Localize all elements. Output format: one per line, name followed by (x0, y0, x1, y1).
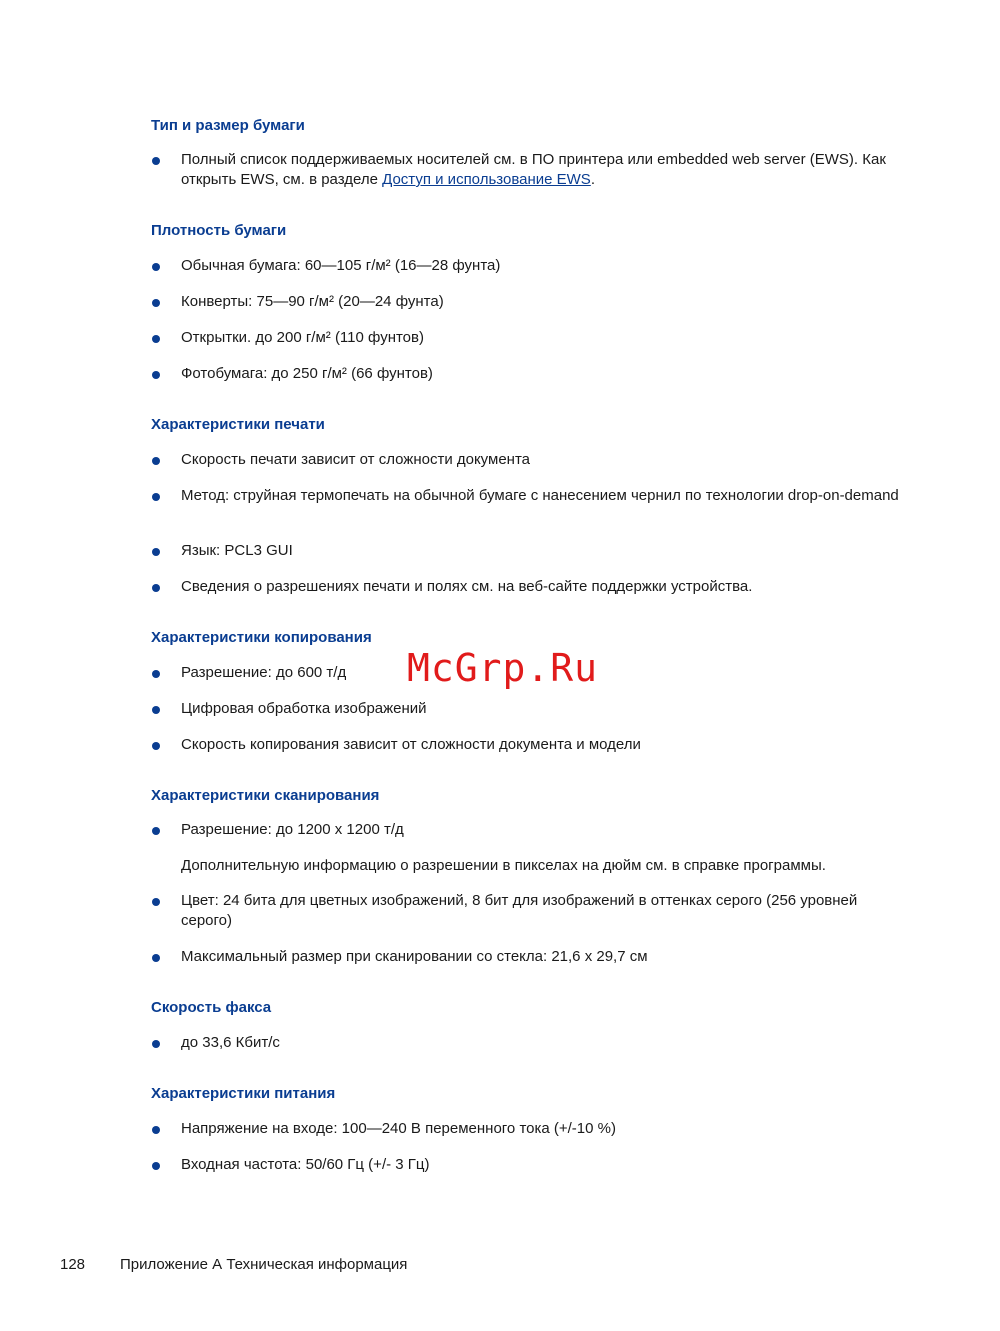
heading-power: Характеристики питания (151, 1085, 336, 1102)
list-item-text: до 33,6 Кбит/с (181, 1034, 280, 1051)
list-item-text: Язык: PCL3 GUI (181, 542, 293, 559)
heading-scan: Характеристики сканирования (151, 787, 380, 804)
list-item-text: Сведения о разрешениях печати и полях см. на веб-сайте поддержки устройства. (181, 578, 753, 595)
bullet-icon (152, 742, 160, 750)
bullet-icon (152, 1040, 160, 1048)
heading-paper-type: Тип и размер бумаги (151, 117, 305, 134)
list-item-text: Обычная бумага: 60—105 г/м² (16—28 фунта) (181, 257, 501, 274)
list-item-text: Цвет: 24 бита для цветных изображений, 8 бит для изображений в оттенках серого (256 уровней серого) (181, 892, 858, 929)
list-item-text-prefix: Полный список поддерживаемых носителей см. в ПО принтера или embedded web server (EWS). Как открыть EWS, см. в разделе (181, 151, 886, 188)
bullet-icon (152, 1162, 160, 1170)
heading-copy: Характеристики копирования (151, 629, 372, 646)
bullet-icon (152, 263, 160, 271)
list-item-text-suffix: . (590, 171, 595, 188)
bullet-icon (152, 299, 160, 307)
list-item-text: Напряжение на входе: 100—240 В переменного тока (+/-10 %) (181, 1120, 616, 1137)
ews-access-link[interactable]: Доступ и использование EWS (382, 171, 591, 188)
bullet-icon (152, 371, 160, 379)
bullet-icon (152, 157, 160, 165)
list-item-text: Цифровая обработка изображений (181, 700, 427, 717)
list-item-text: Фотобумага: до 250 г/м² (66 фунтов) (181, 365, 433, 382)
watermark-logo: McGrp.Ru (407, 646, 599, 690)
bullet-icon (152, 706, 160, 714)
heading-print: Характеристики печати (151, 416, 325, 433)
heading-paper-weight: Плотность бумаги (151, 222, 287, 239)
list-item-text: Открытки. до 200 г/м² (110 фунтов) (181, 329, 424, 346)
list-item-text: Входная частота: 50/60 Гц (+/- 3 Гц) (181, 1156, 430, 1173)
bullet-icon (152, 457, 160, 465)
bullet-icon (152, 670, 160, 678)
bullet-icon (152, 1126, 160, 1134)
list-item-text (181, 150, 911, 190)
bullet-icon (152, 827, 160, 835)
bullet-icon (152, 898, 160, 906)
bullet-icon (152, 335, 160, 343)
footer-chapter-title: Приложение А Техническая информация (120, 1256, 408, 1273)
bullet-icon (152, 954, 160, 962)
heading-fax: Скорость факса (151, 999, 272, 1016)
list-item-text: Скорость копирования зависит от сложности документа и модели (181, 736, 641, 753)
bullet-icon (152, 584, 160, 592)
list-item-text: Разрешение: до 1200 x 1200 т/д (181, 821, 404, 838)
bullet-icon (152, 493, 160, 501)
list-item-text: Скорость печати зависит от сложности документа (181, 451, 530, 468)
page-number: 128 (60, 1256, 86, 1273)
list-item-text: Метод: струйная термопечать на обычной бумаге с нанесением чернил по технологии drop-on-demand (181, 487, 899, 504)
list-item-text: Максимальный размер при сканировании со стекла: 21,6 x 29,7 см (181, 948, 648, 965)
bullet-icon (152, 548, 160, 556)
list-item-text: Конверты: 75—90 г/м² (20—24 фунта) (181, 293, 444, 310)
scan-resolution-note: Дополнительную информацию о разрешении в пикселах на дюйм см. в справке программы. (181, 857, 826, 874)
list-item-text: Разрешение: до 600 т/д (181, 664, 347, 681)
